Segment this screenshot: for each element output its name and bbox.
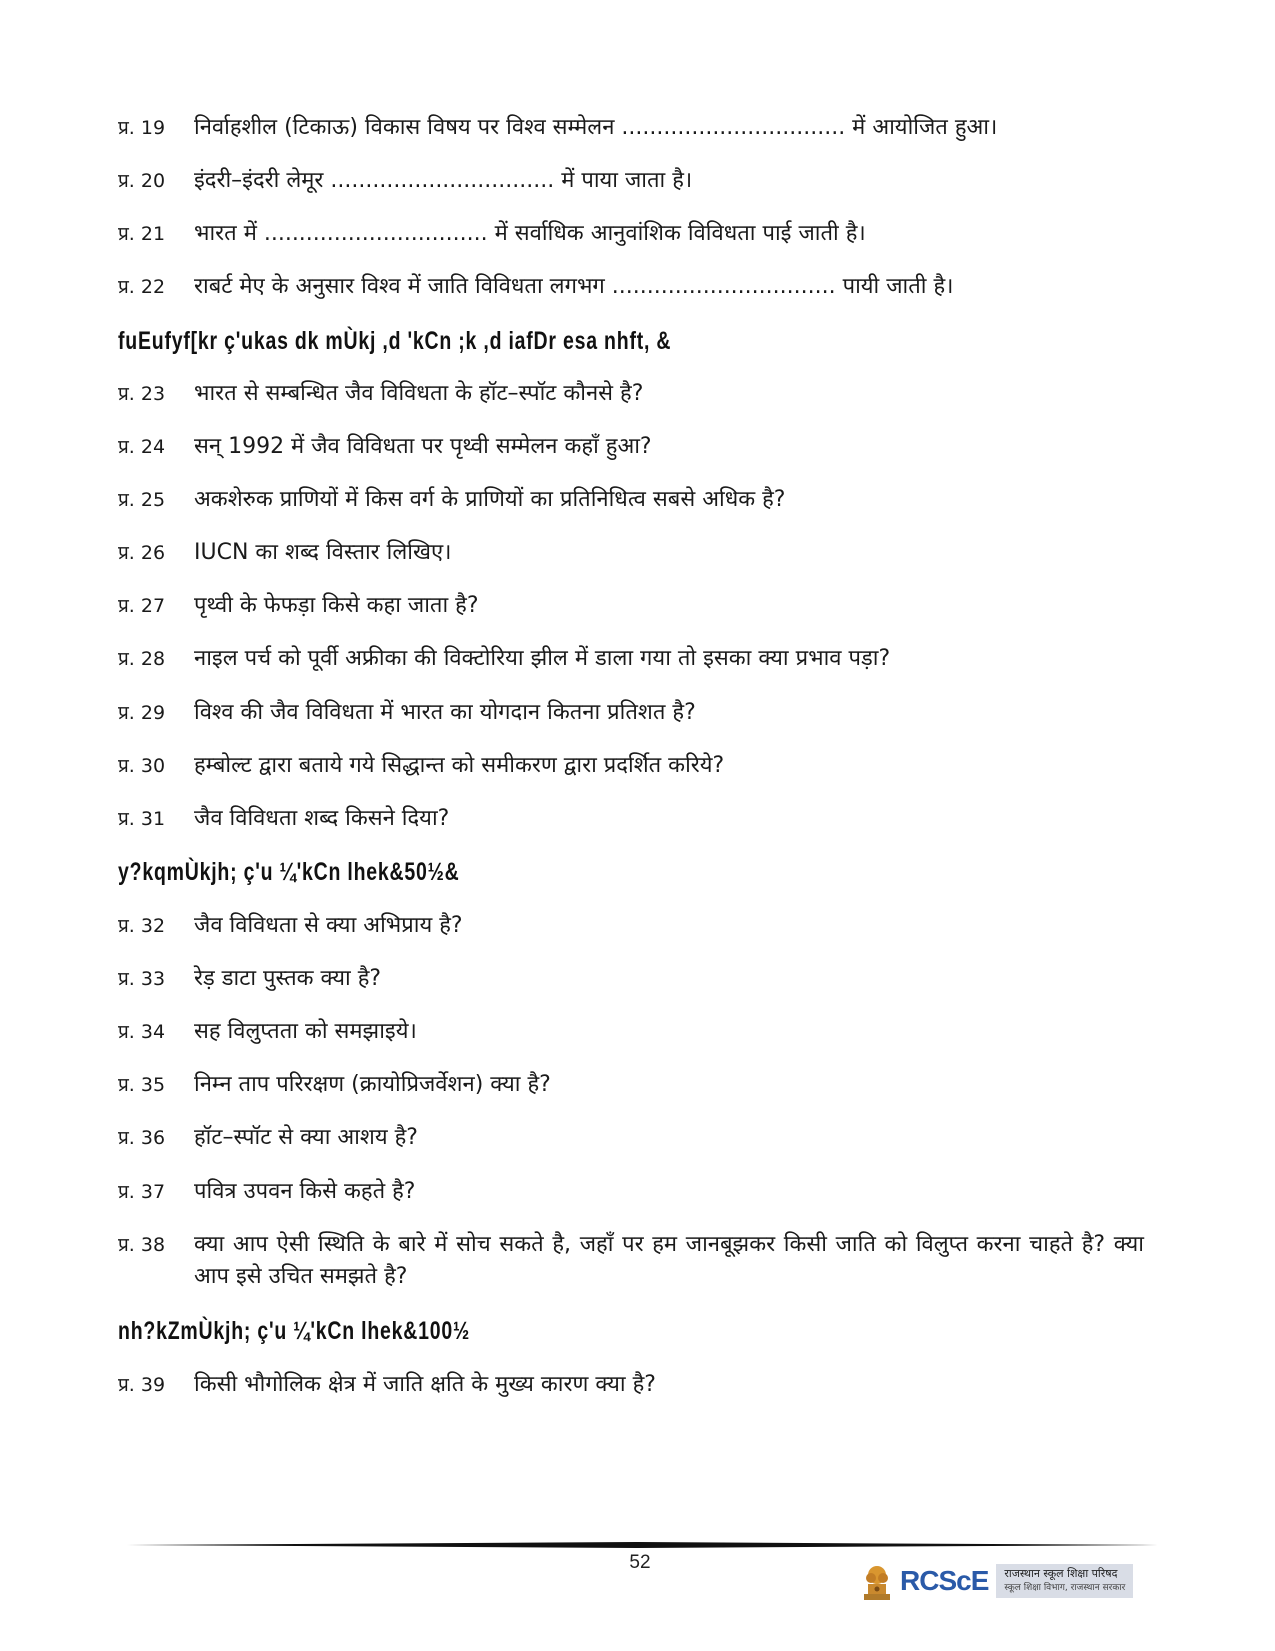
question-text: जैव विविधता शब्द किसने दिया?: [194, 806, 450, 831]
question-number: प्र. 37: [118, 1181, 166, 1203]
question-text: नाइल पर्च को पूर्वी अफ्रीका की विक्टोरिया झील में डाला गया तो इसका क्या प्रभाव पड़ा?: [194, 646, 891, 671]
question-number: प्र. 39: [118, 1374, 166, 1396]
question-number: प्र. 23: [118, 383, 166, 405]
question-text: पवित्र उपवन किसे कहते है?: [194, 1179, 416, 1204]
question-text: पृथ्वी के फेफड़ा किसे कहा जाता है?: [194, 593, 479, 618]
ashoka-emblem-icon: [860, 1558, 894, 1604]
question-number: प्र. 22: [118, 276, 166, 298]
question-text: निम्न ताप परिरक्षण (क्रायोप्रिजर्वेशन) क्या है?: [194, 1072, 551, 1097]
question-number: प्र. 28: [118, 648, 166, 670]
question-28: [118, 643, 1148, 675]
question-21: [118, 218, 1148, 250]
question-text: निर्वाहशील (टिकाऊ) विकास विषय पर विश्व सम्मेलन ................................ में आयोजित हुआ।: [194, 115, 998, 140]
question-number: प्र. 29: [118, 702, 166, 724]
question-number: प्र. 35: [118, 1074, 166, 1096]
logo-org-name: राजस्थान स्कूल शिक्षा परिषद: [1004, 1567, 1118, 1580]
question-33: [118, 963, 1148, 995]
question-number: प्र. 26: [118, 542, 166, 564]
question-36: [118, 1122, 1148, 1154]
question-number: प्र. 33: [118, 968, 166, 990]
question-23: [118, 378, 1148, 410]
question-31: [118, 803, 1148, 835]
question-text: सह विलुप्तता को समझाइये।: [194, 1019, 417, 1044]
section-heading-brief-answer: y?kqmÙkjh; ç'u ¼'kCn lhek&50½&: [118, 858, 460, 886]
question-text: सन् 1992 में जैव विविधता पर पृथ्वी सम्मेलन कहाँ हुआ?: [194, 434, 652, 459]
question-text: राबर्ट मेए के अनुसार विश्व में जाति विविधता लगभग ................................ पायी जाती है।: [194, 274, 954, 299]
question-number: प्र. 34: [118, 1021, 166, 1043]
question-text: विश्व की जैव विविधता में भारत का योगदान कितना प्रतिशत है?: [194, 700, 696, 725]
question-30: [118, 750, 1148, 782]
question-24: [118, 431, 1148, 463]
question-number: प्र. 19: [118, 117, 166, 139]
question-number: प्र. 25: [118, 489, 166, 511]
question-25: [118, 484, 1148, 516]
question-29: [118, 697, 1148, 729]
question-number: प्र. 38: [118, 1234, 166, 1256]
question-text: IUCN का शब्द विस्तार लिखिए।: [194, 540, 452, 565]
footer-rule: [118, 1542, 1158, 1548]
question-38: [118, 1229, 1148, 1293]
question-27: [118, 590, 1148, 622]
question-39: [118, 1369, 1148, 1401]
question-number: प्र. 32: [118, 915, 166, 937]
question-26: [118, 537, 1148, 569]
question-19: [118, 112, 1148, 144]
question-number: प्र. 24: [118, 436, 166, 458]
question-text: भारत में ................................ में सर्वाधिक आनुवांशिक विविधता पाई जाती है।: [194, 221, 866, 246]
question-20: [118, 165, 1148, 197]
question-number: प्र. 27: [118, 595, 166, 617]
question-text: हम्बोल्ट द्वारा बताये गये सिद्धान्त को समीकरण द्वारा प्रदर्शित करिये?: [194, 753, 725, 778]
page-number: 52: [629, 1552, 651, 1573]
question-text: क्या आप ऐसी स्थिति के बारे में सोच सकते है, जहाँ पर हम जानबूझकर किसी जाति को विलुप्त करना चाहते है? क्या आप इसे उचित समझते है?: [194, 1232, 1144, 1289]
rcsce-logo: [860, 1556, 1150, 1606]
section-heading-long-answer: nh?kZmÙkjh; ç'u ¼'kCn lhek&100½: [118, 1317, 471, 1345]
question-number: प्र. 36: [118, 1127, 166, 1149]
question-text: हॉट–स्पॉट से क्या आशय है?: [194, 1125, 418, 1150]
question-text: इंदरी–इंदरी लेमूर ................................ में पाया जाता है।: [194, 168, 693, 193]
logo-dept-name: स्कूल शिक्षा विभाग, राजस्थान सरकार: [1004, 1583, 1126, 1593]
question-text: किसी भौगोलिक क्षेत्र में जाति क्षति के मुख्य कारण क्या है?: [194, 1372, 656, 1397]
question-text: जैव विविधता से क्या अभिप्राय है?: [194, 913, 463, 938]
question-text: रेड़ डाटा पुस्तक क्या है?: [194, 966, 382, 991]
logo-wordmark: RCScE: [900, 1565, 989, 1596]
logo-subtitle: [996, 1564, 1133, 1598]
question-34: [118, 1016, 1148, 1048]
question-22: [118, 271, 1148, 303]
question-32: [118, 910, 1148, 942]
question-number: प्र. 20: [118, 170, 166, 192]
question-text: अकशेरुक प्राणियों में किस वर्ग के प्राणियों का प्रतिनिधित्व सबसे अधिक है?: [194, 487, 786, 512]
question-35: [118, 1069, 1148, 1101]
section-heading-short-answer: fuEufyf[kr ç'ukas dk mÙkj ,d 'kCn ;k ,d iafDr esa nhft, &: [118, 327, 672, 355]
question-number: प्र. 21: [118, 223, 166, 245]
question-37: [118, 1176, 1148, 1208]
question-text: भारत से सम्बन्धित जैव विविधता के हॉट–स्पॉट कौनसे है?: [194, 381, 644, 406]
question-number: प्र. 31: [118, 808, 166, 830]
question-number: प्र. 30: [118, 755, 166, 777]
